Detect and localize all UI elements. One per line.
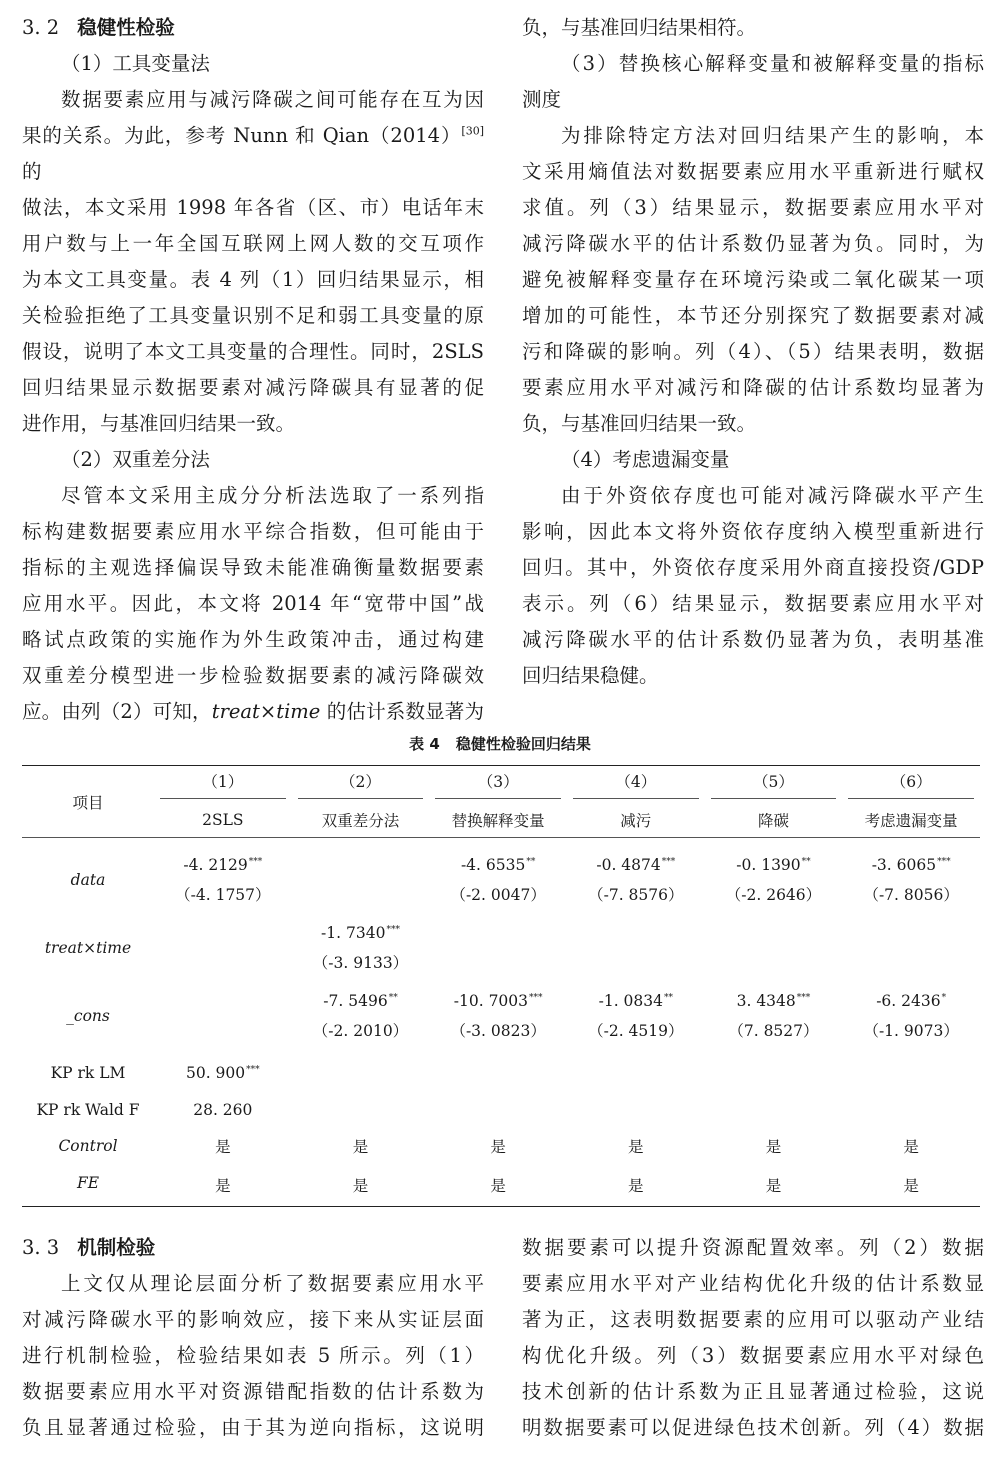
table-cell bbox=[429, 918, 567, 948]
paragraph-line: 假设，说明了本文工具变量的合理性。同时，2SLS bbox=[22, 340, 484, 363]
table-cell bbox=[154, 1016, 292, 1046]
table-cell: 是 bbox=[903, 1138, 919, 1156]
regression-table bbox=[22, 765, 980, 1207]
table-cell bbox=[705, 918, 843, 948]
table-row bbox=[22, 986, 980, 1016]
table-cell: 是 bbox=[429, 1164, 567, 1207]
table-cell: （-2. 2010） bbox=[312, 1022, 409, 1040]
paragraph-line: 用户数与上一年全国互联网上网人数的交互项作 bbox=[22, 232, 484, 255]
paragraph-line: 要素应用水平对减污和降碳的估计系数均显著为 bbox=[522, 376, 984, 399]
section-3-3-left-column bbox=[22, 1230, 484, 1446]
paragraph-line: 文采用熵值法对数据要素应用水平重新进行赋权 bbox=[522, 160, 984, 183]
paragraph-line: 回归。其中，外资依存度采用外商直接投资/GDP bbox=[522, 556, 984, 579]
paragraph-line: 果的关系。为此，参考 Nunn 和 Qian（2014）[30]的 bbox=[22, 124, 484, 183]
column-number: （1） bbox=[154, 766, 292, 804]
table-row bbox=[22, 918, 980, 948]
table-cell: 是 bbox=[292, 1164, 430, 1207]
section-3-2-right-column bbox=[522, 10, 984, 694]
table-row bbox=[22, 1128, 980, 1164]
table-cell: 28. 260 bbox=[193, 1101, 253, 1119]
paragraph-line: 应用水平。因此，本文将 2014 年“宽带中国”战 bbox=[22, 592, 484, 615]
paragraph-line: 略试点政策的实施作为外生政策冲击，通过构建 bbox=[22, 628, 484, 651]
column-name: 考虑遗漏变量 bbox=[864, 812, 958, 831]
section-heading: 3. 3 机制检验 bbox=[22, 1236, 156, 1259]
table-cell: -6. 2436* bbox=[876, 992, 947, 1010]
table-cell: 是 bbox=[352, 1138, 369, 1156]
paragraph-line: 数据要素应用水平对资源错配指数的估计系数为 bbox=[22, 1380, 484, 1403]
table-cell: （7. 8527） bbox=[728, 1022, 819, 1040]
column-number: （5） bbox=[705, 766, 843, 804]
paragraph-line: 负且显著通过检验，由于其为逆向指标，这说明 bbox=[22, 1416, 484, 1439]
paragraph-line: 明数据要素可以促进绿色技术创新。列（4）数据 bbox=[522, 1416, 984, 1439]
table-cell bbox=[842, 948, 980, 978]
paragraph-line: 减污降碳水平的估计系数仍显著为负。同时，为 bbox=[522, 232, 984, 255]
table-row bbox=[22, 838, 980, 881]
table-row bbox=[22, 1092, 980, 1128]
table-cell: -4. 2129*** bbox=[183, 856, 263, 874]
paragraph-line: 表示。列（6）结果显示，数据要素应用水平对 bbox=[522, 592, 984, 615]
table-cell: -4. 6535** bbox=[460, 856, 536, 874]
table-cell bbox=[292, 838, 430, 881]
paragraph-line: 指标的主观选择偏误导致未能准确衡量数据要素 bbox=[22, 556, 484, 579]
table-cell: -1. 7340*** bbox=[321, 924, 400, 942]
row-label: data bbox=[70, 871, 106, 889]
row-label: _cons bbox=[66, 1007, 110, 1025]
subheading-replace-cont: 测度 bbox=[522, 88, 562, 111]
paragraph-line: 负，与基准回归结果相符。 bbox=[522, 16, 757, 39]
citation-ref: [30] bbox=[461, 124, 484, 138]
table-cell: （-2. 0047） bbox=[450, 886, 546, 904]
column-name: 双重差分法 bbox=[321, 812, 400, 831]
paragraph-line: 技术创新的估计系数为正且显著通过检验，这说 bbox=[522, 1380, 984, 1403]
subheading-omitted: （4）考虑遗漏变量 bbox=[561, 448, 730, 471]
table-cell: 是 bbox=[628, 1138, 644, 1156]
paragraph-line: 应。由列（2）可知，treat×time 的估计系数显著为 bbox=[22, 700, 484, 723]
table-caption bbox=[0, 733, 1000, 754]
table-cell: 是 bbox=[154, 1164, 292, 1207]
table-cell: 是 bbox=[705, 1164, 843, 1207]
table-cell: 是 bbox=[215, 1138, 231, 1156]
paragraph-line: 数据要素可以提升资源配置效率。列（2）数据 bbox=[522, 1236, 984, 1259]
table-cell: （-3. 0823） bbox=[450, 1022, 546, 1040]
row-label: KP rk Wald F bbox=[36, 1101, 140, 1119]
paragraph-line: 进行机制检验，检验结果如表 5 所示。列（1） bbox=[22, 1344, 484, 1367]
table-row bbox=[22, 948, 980, 978]
paragraph-line: 影响，因此本文将外资依存度纳入模型重新进行 bbox=[522, 520, 984, 543]
column-name: 减污 bbox=[620, 812, 652, 831]
table-cell bbox=[567, 948, 705, 978]
table-cell: 是 bbox=[567, 1164, 705, 1207]
table-cell: （-2. 4519） bbox=[588, 1022, 684, 1040]
table-cell: -1. 0834** bbox=[598, 992, 673, 1010]
paragraph-line: 构优化升级。列（3）数据要素应用水平对绿色 bbox=[522, 1344, 984, 1367]
row-label: FE bbox=[22, 1164, 154, 1207]
paragraph-line: 回归结果显示数据要素对减污降碳具有显著的促 bbox=[22, 376, 484, 399]
section-3-3-right-column bbox=[522, 1230, 984, 1446]
paragraph-line: 进作用，与基准回归结果一致。 bbox=[22, 412, 296, 435]
table-cell bbox=[292, 880, 430, 910]
table-cell bbox=[567, 918, 705, 948]
paragraph-line: 由于外资依存度也可能对减污降碳水平产生 bbox=[561, 484, 984, 507]
row-label: treat×time bbox=[44, 939, 132, 957]
paragraph-line: 标构建数据要素应用水平综合指数，但可能由于 bbox=[22, 520, 484, 543]
table-cell: 是 bbox=[765, 1138, 782, 1156]
column-number: （3） bbox=[429, 766, 567, 804]
table-row bbox=[22, 1046, 980, 1092]
paragraph-line: 做法，本文采用 1998 年各省（区、市）电话年末 bbox=[22, 196, 484, 219]
paragraph-line: 为排除特定方法对回归结果产生的影响，本 bbox=[561, 124, 984, 147]
table-cell bbox=[429, 948, 567, 978]
table-cell: （-3. 9133） bbox=[312, 954, 409, 972]
section-3-2-left-column bbox=[22, 10, 484, 730]
column-number: （6） bbox=[842, 766, 980, 804]
table-cell: （-4. 1757） bbox=[175, 886, 271, 904]
table-cell: 3. 4348*** bbox=[736, 992, 811, 1010]
paragraph-line: 关检验拒绝了工具变量识别不足和弱工具变量的原 bbox=[22, 304, 484, 327]
table-cell: 是 bbox=[842, 1164, 980, 1207]
table-cell: （-1. 9073） bbox=[863, 1022, 959, 1040]
subheading-iv: （1）工具变量法 bbox=[61, 52, 210, 75]
column-name: 替换解释变量 bbox=[451, 812, 545, 831]
paragraph-line: 污和降碳的影响。列（4）、（5）结果表明，数据 bbox=[522, 340, 984, 363]
table-cell bbox=[154, 986, 292, 1016]
paragraph-line: 上文仅从理论层面分析了数据要素应用水平 bbox=[61, 1272, 484, 1295]
row-label: Control bbox=[58, 1137, 118, 1155]
table-cell: -0. 4874*** bbox=[596, 856, 676, 874]
column-name: 2SLS bbox=[202, 811, 244, 830]
column-number: （4） bbox=[567, 766, 705, 804]
subheading-replace: （3）替换核心解释变量和被解释变量的指标 bbox=[561, 52, 984, 75]
table-cell: （-7. 8576） bbox=[588, 886, 684, 904]
header-item: 项目 bbox=[72, 793, 104, 812]
paragraph-line: 对减污降碳水平的影响效应，接下来从实证层面 bbox=[22, 1308, 484, 1331]
paragraph-line: 数据要素应用与减污降碳之间可能存在互为因 bbox=[61, 88, 484, 111]
subheading-did: （2）双重差分法 bbox=[61, 448, 210, 471]
paragraph-line: 双重差分模型进一步检验数据要素的减污降碳效 bbox=[22, 664, 484, 687]
row-label: KP rk LM bbox=[50, 1064, 126, 1082]
table-cell bbox=[842, 918, 980, 948]
paragraph-line: 增加的可能性，本节还分别探究了数据要素对减 bbox=[522, 304, 984, 327]
table-cell: -7. 5496** bbox=[323, 992, 398, 1010]
table-row bbox=[22, 880, 980, 910]
column-name: 降碳 bbox=[757, 812, 789, 831]
table-cell bbox=[154, 918, 292, 948]
table-cell: -0. 1390** bbox=[736, 856, 811, 874]
table-cell: （-2. 2646） bbox=[725, 886, 822, 904]
section-heading: 3. 2 稳健性检验 bbox=[22, 16, 175, 39]
table-number: 表 4 bbox=[409, 735, 440, 753]
table-cell: 是 bbox=[490, 1138, 506, 1156]
paragraph-line: 减污降碳水平的估计系数仍显著为负，表明基准 bbox=[522, 628, 984, 651]
paragraph-line: 求值。列（3）结果显示，数据要素应用水平对 bbox=[522, 196, 984, 219]
table-row bbox=[22, 1016, 980, 1046]
table-row bbox=[22, 1164, 980, 1207]
table-cell: -3. 6065*** bbox=[871, 856, 951, 874]
table-header-row bbox=[22, 804, 980, 838]
column-number: （2） bbox=[292, 766, 430, 804]
table-cell: 50. 900*** bbox=[185, 1064, 260, 1082]
table-header-row bbox=[22, 766, 980, 804]
table-cell bbox=[705, 948, 843, 978]
table-title: 稳健性检验回归结果 bbox=[455, 735, 591, 753]
paragraph-line: 著为正，这表明数据要素的应用可以驱动产业结 bbox=[522, 1308, 984, 1331]
paragraph-line: 回归结果稳健。 bbox=[522, 664, 659, 687]
table-cell: （-7. 8056） bbox=[863, 886, 959, 904]
paragraph-line: 为本文工具变量。表 4 列（1）回归结果显示，相 bbox=[22, 268, 484, 291]
paragraph-line: 尽管本文采用主成分分析法选取了一系列指 bbox=[61, 484, 484, 507]
table-cell bbox=[154, 948, 292, 978]
paragraph-line: 负，与基准回归结果一致。 bbox=[522, 412, 757, 435]
paragraph-line: 避免被解释变量存在环境污染或二氧化碳某一项 bbox=[522, 268, 984, 291]
paragraph-line: 要素应用水平对产业结构优化升级的估计系数显 bbox=[522, 1272, 984, 1295]
table-cell: -10. 7003*** bbox=[453, 992, 543, 1010]
